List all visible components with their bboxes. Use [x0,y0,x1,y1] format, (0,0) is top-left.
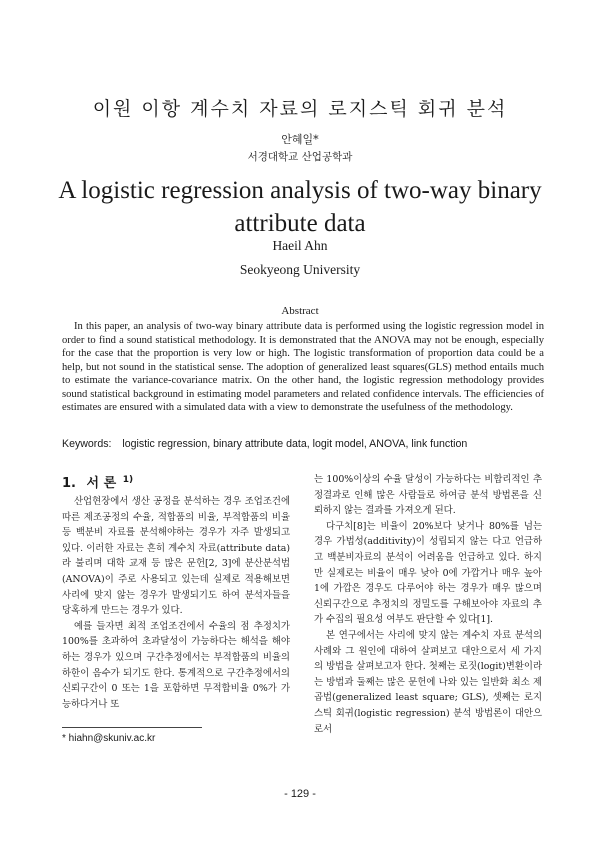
page-number: - 129 - [284,788,316,800]
abstract-text: In this paper, an analysis of two-way binary attribute data is performed using the logistic regression model in order to find a sound statistical methodology. It is demonstrated that the ANOVA may not be enough, especially for the case that the proportion is very low or high. The logistic transformation of proportion data could be a help, but not sound in the statistical sense. The adoption of generalized least squares(GLS) method entails much to estimate the variance-covariance matrix. On the other hand, the logistic regression methodology provides sound statistical background in estimating model parameters and related confidence intervals. The efficiencies of estimates are ensured with a simulated data with a view to demonstrate the usefulness of the methodology. [62,321,544,413]
body-paragraph: 본 연구에서는 사리에 맞지 않는 계수치 자료 분석의 사례와 그 원인에 대하여 살펴보고 대안으로서 세 가지의 방법을 살펴보고자 한다. 첫째는 로짓(logit)변환이라는 방법과 둘째는 많은 문헌에 나와 있는 일반화 최소 제곱법(generalized least square; GLS), 셋째는 로지스틱 회귀(logistic regression) 분석 방법론이 대안으로서 [314,629,542,735]
keywords-line [62,438,562,450]
footnote-divider [62,727,202,728]
section-number: 1. [62,476,76,491]
body-paragraph: 산업현장에서 생산 공정을 분석하는 경우 조업조건에 따른 제조공정의 수율, 적합품의 비율, 부적합품의 비율 등 백분비 자료를 분석해야하는 경우가 자주 발생되고 있다. 이러한 자료는 흔히 계수치 자료(attribute data)라 불리며 대학 교재 등 많은 문헌[2, 3]에 분산분석법(ANOVA)이 주로 사용되고 있는데 실제로 적용해보면 사리에 맞지 않는 경우가 발생되기도 하여 분석자들을 당혹하게 만드는 경우가 있다. [62,496,290,617]
footnote-email: * hiahn@skuniv.ac.kr [62,733,156,744]
abstract-heading: Abstract [281,305,319,317]
paper-title-english: A logistic regression analysis of two-way binary attribute data [58,177,542,237]
body-paragraph: 예를 들자면 최적 조업조건에서 수율의 점 추정치가 100%를 초과하여 초과달성이 가능하다는 해석을 해야 하는 경우가 있으며 구간추정에서는 부적합품의 비율의 하한이 음수가 되기도 한다. 통계적으로 구간추정에서의 신뢰구간이 0 또는 1을 포함하면 무적합비율 0%가 가능하다거나 또 [62,620,290,710]
paper-title-korean: 이원 이항 계수치 자료의 로지스틱 회귀 분석 [92,98,508,120]
author-name-korean: 안혜일* [281,133,319,146]
body-paragraph: 는 100%이상의 수율 달성이 가능하다는 비합리적인 추정결과로 인해 많은 사람들로 하여금 분석 방법론을 신뢰하지 않는 결과를 가져오게 된다. [314,474,542,517]
author-name-english: Haeil Ahn [272,238,328,253]
keywords-text: logistic regression, binary attribute data, logit model, ANOVA, link function [122,438,468,450]
section-title: 서 론 [86,476,117,491]
footnote-marker: 1) [122,474,134,485]
affiliation-korean: 서경대학교 산업공학과 [247,151,353,163]
section-1-heading [62,472,133,491]
body-column-right [314,472,542,737]
body-paragraph: 다구치[8]는 비율이 20%보다 낮거나 80%를 넘는 경우 가법성(additivity)이 성립되지 않는 다고 언급하고 백분비자료의 분석이 어려움을 언급하고 있다. 하지만 실제로는 비율이 매우 낮아 0에 가깝거나 매우 높아 1에 가깝은 경우도 다루어야 하는 경우가 매우 많으며 신뢰구간으로 추정치의 정밀도를 구해보아야 자료의 추가 수집의 필요성 여부도 판단할 수 있다[1]. [314,520,542,626]
affiliation-english: Seokyeong University [239,262,361,277]
keywords-label: Keywords: [62,438,112,450]
body-column-left [62,494,290,712]
